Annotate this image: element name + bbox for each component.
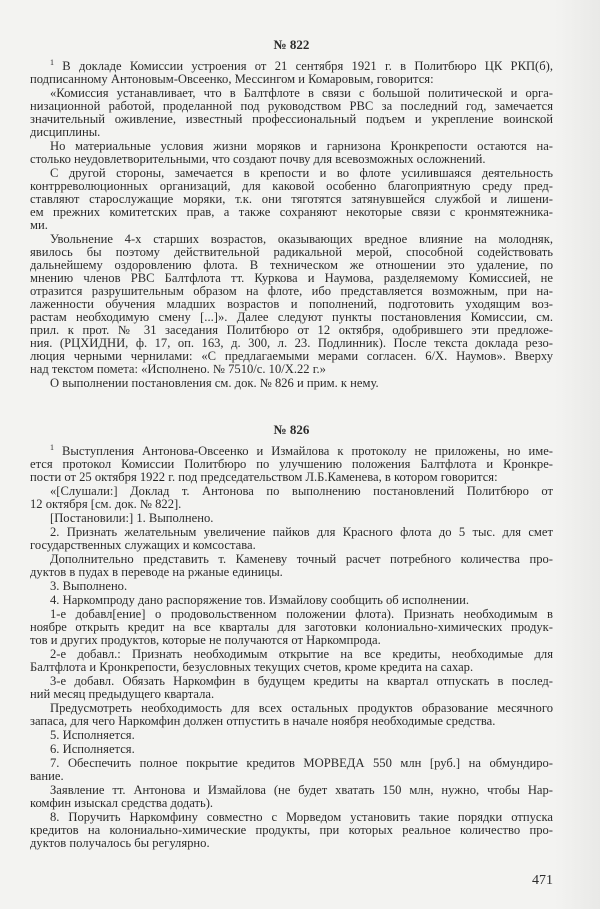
- text-line-content: Но материальные условия жизни моряков и гарнизона Кронкрепости остаются на-: [50, 139, 553, 153]
- text-line-content: ний месяц предыдущего квартала.: [30, 687, 215, 701]
- text-line: [30, 153, 553, 166]
- text-line: [30, 498, 553, 511]
- paragraph: [30, 167, 553, 232]
- text-line: [30, 743, 553, 756]
- text-line-content: 5. Исполняется.: [50, 728, 135, 742]
- text-line: [30, 377, 553, 390]
- paragraph: [30, 702, 553, 728]
- text-line-content: комфин изыскал средства додать).: [30, 796, 214, 810]
- text-line-content: столько неудовлетворительными, что создают почву для всевозможных осложнений.: [30, 152, 486, 166]
- paragraph: [30, 512, 553, 525]
- text-line-content: Балтфлота и Кронкрепости, безусловных текущих счетов, кроме кредита на сахар.: [30, 660, 474, 674]
- text-line-content: 3-е добавл. Обязать Наркомфин в будущем кредиты на квартал отпускать в послед-: [50, 674, 553, 688]
- text-line-content: В докладе Комиссии устроения от 21 сентября 1921 г. в Политбюро ЦК РКП(б),: [62, 59, 554, 73]
- text-line-content: «[Слушали:] Доклад т. Антонова по выполнению постановлений Политбюро от: [50, 484, 553, 498]
- text-line-content: низационной работой, проделанной под руководством РВС за последний год, замечается: [30, 99, 553, 113]
- text-line-content: контрреволюционных организаций, для каковой особенно благоприятную среду пред-: [30, 179, 553, 193]
- text-line-content: ставляют старослужащие моряки, т.к. они тяготятся затянувшейся службой и лишени-: [30, 192, 553, 206]
- text-line-content: 6. Исполняется.: [50, 742, 135, 756]
- text-line: [30, 634, 553, 647]
- page-number: 471: [532, 873, 553, 888]
- text-line: [30, 471, 553, 484]
- text-line: [30, 797, 553, 810]
- text-line-content: О выполнении постановления см. док. № 826 и прим. к нему.: [50, 376, 379, 390]
- paragraph: [30, 233, 553, 376]
- text-line-content: вание.: [30, 769, 64, 783]
- text-line-content: Заявление тт. Антонова и Измайлова (не будет хватать 150 млн, нужно, чтобы Нар-: [50, 783, 553, 797]
- text-line: [30, 126, 553, 139]
- text-line-content: ноябре открыть кредит на все кварталы для заготовки колониально-химических продук-: [30, 620, 553, 634]
- text-line-content: отразится разрушительным образом на флоте, ибо представляется возможным, при на-: [30, 284, 553, 298]
- note-822: [30, 37, 553, 390]
- text-line: [30, 219, 553, 232]
- text-line-content: значительный оживление, известный профессиональный подъем и укрепление воинской: [30, 112, 553, 126]
- text-line-content: 8. Поручить Наркомфину совместно с Морведом установить такие порядки отпуска: [50, 810, 553, 824]
- text-line-content: ется протокол Комиссии Политбюро по улучшению положения Балтфлота и Кронкре-: [30, 457, 553, 471]
- paragraph: [30, 648, 553, 674]
- text-line-content: пости от 25 октября 1922 г. под председательством Л.Б.Каменева, в котором говорится:: [30, 470, 498, 484]
- text-line-content: мнению членов РВС Балтфлота тт. Куркова и Наумова, разделяемому Комиссией, не: [30, 271, 553, 285]
- paragraph: [30, 57, 554, 86]
- text-line-content: лаженности обучения младших возрастов и пополнений, подготовить уходящим воз-: [30, 297, 553, 311]
- text-line-content: 7. Обеспечить полное покрытие кредитов МОРВЕДА 550 млн [руб.] на обмундиро-: [50, 756, 553, 770]
- text-line: [30, 73, 553, 86]
- paragraph: [30, 87, 553, 139]
- text-line-content: 4. Наркомпроду дано распоряжение тов. Измайлову сообщить об исполнении.: [50, 593, 470, 607]
- text-line: [30, 688, 553, 701]
- text-line: [30, 715, 553, 728]
- text-line-content: дуктов получалось бы регулярно.: [30, 836, 210, 850]
- note-826: [30, 422, 553, 850]
- text-line-content: дуктов в пудах в переводе на ржаные единицы.: [30, 565, 283, 579]
- paragraph: [30, 594, 553, 607]
- paragraph: [30, 580, 553, 593]
- paragraph: [30, 377, 553, 390]
- text-line: [30, 566, 553, 579]
- text-line: [30, 580, 553, 593]
- text-line-content: «Комиссия устанавливает, что в Балтфлоте в связи с большой политической и орга-: [50, 86, 553, 100]
- section-heading: № 826: [273, 422, 310, 437]
- paragraph: [30, 675, 553, 701]
- text-line-content: прил. к прот. № 31 заседания Политбюро от 12 октября, одобрившего эти предложе-: [30, 323, 553, 337]
- text-line: [30, 770, 553, 783]
- text-line: [30, 539, 553, 552]
- text-line-content: Увольнение 4-х старших возрастов, оказывающих вредное влияние на молодняк,: [50, 232, 553, 246]
- text-line-content: подписанному Антоновым-Овсеенко, Мессингом и Комаровым, говорится:: [30, 72, 434, 86]
- text-line-content: 2. Признать желательным увеличение пайков для Красного флота до 5 тыс. для смет: [50, 525, 553, 539]
- paragraph: [30, 140, 553, 166]
- text-line-content: люция черными чернилами: «С предлагаемыми мерами согласен. 6/Х. Наумов». Вверху: [30, 349, 553, 363]
- text-line: [30, 661, 553, 674]
- text-line-content: 2-е добавл.: Признать необходимым открытие на все кредиты, необходимые для: [50, 647, 553, 661]
- paragraph: [30, 608, 553, 647]
- text-line: [30, 512, 553, 525]
- text-line-content: Выступления Антонова-Овсеенко и Измайлова к протоколу не приложены, но име-: [62, 444, 553, 458]
- text-line: [30, 837, 553, 850]
- paragraph: [30, 784, 553, 810]
- section-heading: № 822: [273, 37, 310, 52]
- text-line-content: 12 октября [см. док. № 822].: [30, 497, 182, 511]
- text-line-content: ем прежних комитетских прав, а также сохраняют некоторые связи с кронмятежника-: [30, 205, 553, 219]
- text-line: [30, 113, 553, 126]
- text-line-content: запаса, для чего Наркомфин должен отпустить в начале ноября необходимые средства.: [30, 714, 496, 728]
- text-line-content: Предусмотреть необходимость для всех остальных продуктов образование месячного: [50, 701, 553, 715]
- text-line-content: 1-е добавл[ение] о продовольственном положении флота). Признать необходимым в: [50, 607, 553, 621]
- text-line-content: государственных служащих и комсостава.: [30, 538, 256, 552]
- paragraph: [30, 442, 553, 484]
- text-line-content: [Постановили:] 1. Выполнено.: [50, 511, 214, 525]
- text-line-content: 3. Выполнено.: [50, 579, 128, 593]
- paragraph: [30, 757, 553, 783]
- text-line: [30, 757, 553, 770]
- text-line-content: Дополнительно представить т. Каменеву точный расчет потребного количества про-: [50, 552, 553, 566]
- text-line-content: над текстом помета: «Исполнено. № 7510/с. 10/Х.22 г.»: [30, 362, 326, 376]
- text-line-content: тов и других продуктов, которые не получаются от Наркомпрода.: [30, 633, 381, 647]
- text-line: [30, 363, 553, 376]
- paragraph: [30, 526, 553, 552]
- text-line-content: явилось бы поэтому действительной радикальной мерой, способной содействовать: [30, 245, 553, 259]
- text-line-content: дальнейшему оздоровлению флота. В техническом же отношении это удаление, по: [30, 258, 553, 272]
- paragraph: [30, 729, 553, 742]
- text-line-content: кредитов на колониально-химические продукты, при которых реальное количество про-: [30, 823, 553, 837]
- footnote-marker: 1: [50, 442, 54, 452]
- footnote-marker: 1: [50, 57, 54, 67]
- text-line-content: дисциплины.: [30, 125, 101, 139]
- paragraph: [30, 743, 553, 756]
- text-line: [30, 729, 553, 742]
- scan-shadow: [555, 0, 600, 909]
- paragraph: [30, 485, 553, 511]
- text-line: [30, 206, 553, 219]
- text-line-content: ния. (РЦХИДНИ, ф. 17, оп. 163, д. 300, л. 23. Подлинник). После текста доклада резо-: [30, 336, 553, 350]
- paragraph: [30, 553, 553, 579]
- text-line-content: растам необходимую смену [...]». Далее следуют пункты постановления Комиссии, см.: [30, 310, 553, 324]
- text-line: [30, 594, 553, 607]
- text-line-content: С другой стороны, замечается в крепости и во флоте усилившаяся деятельность: [50, 166, 553, 180]
- text-line-content: ми.: [30, 218, 48, 232]
- paragraph: [30, 811, 553, 850]
